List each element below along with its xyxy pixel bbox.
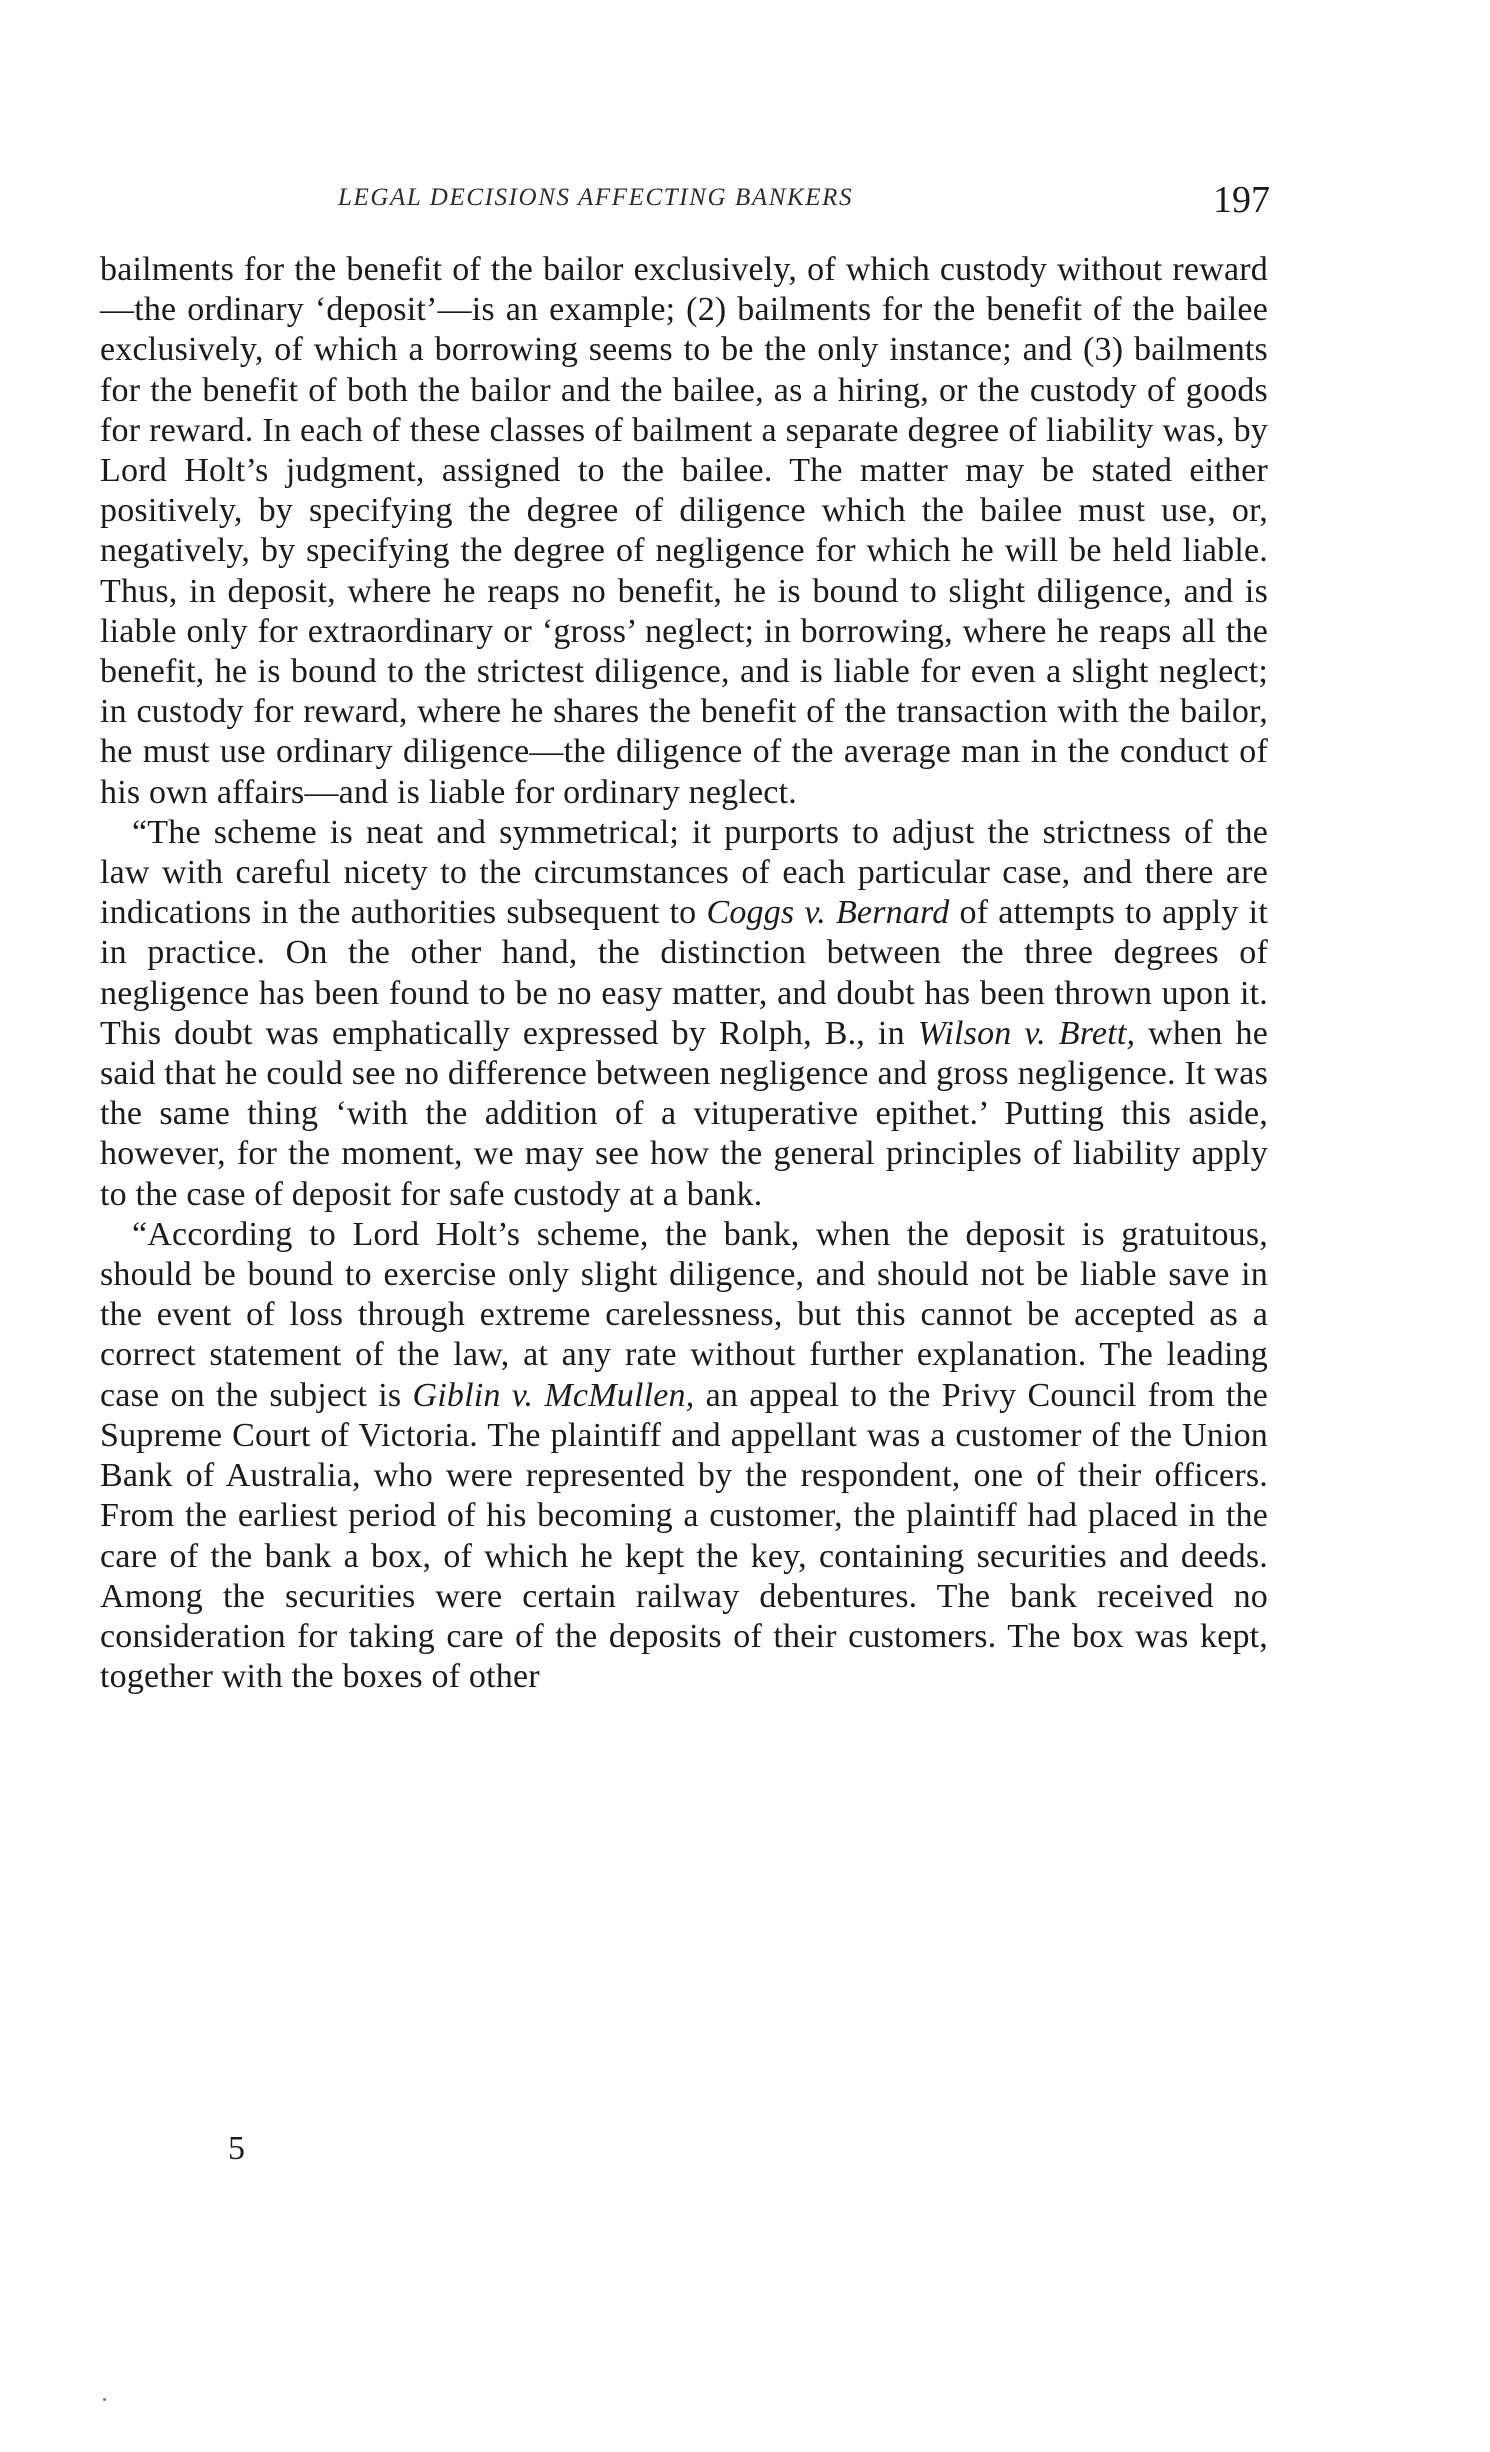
paper-speck — [103, 2398, 106, 2401]
paragraph-2-text-b: of attempts to apply it in practice. On the other hand, the distinction between the three degrees of negligence has been found to be no easy matter, and doubt has been thrown upon it. This doubt was emphatically expressed by Rolph, B., in — [100, 894, 1268, 1052]
running-title: LEGAL DECISIONS AFFECTING BANKERS — [338, 184, 854, 211]
signature-mark: 5 — [228, 2130, 245, 2167]
body-text — [100, 250, 1268, 1697]
paragraph-3 — [100, 1215, 1268, 1697]
paragraph-2-text-c: when he said that he could see no difference between negligence and gross negligence. It was the same thing ‘with the addition of a vituperative epithet.’ Putting this aside, however, for the moment, we may see how the general principles of liability apply to the case of deposit for safe custody at a bank. — [100, 1014, 1269, 1213]
case-name-wilson-v-brett: Wilson v. Brett, — [917, 1014, 1136, 1052]
paragraph-2-text-a: “The scheme is neat and symmetrical; it purports to adjust the strictness of the law with careful nicety to the circumstances of each particular case, and there are indications in the authorities subsequent to — [100, 813, 1268, 932]
paragraph-3-text-b: an appeal to the Privy Council from the Supreme Court of Victoria. The plaintiff and appellant was a customer of the Union Bank of Australia, who were represented by the respondent, one of their officers. From the earliest period of his becoming a customer, the plaintiff had placed in the care of the bank a box, of which he kept the key, containing securities and deeds. Among the securities were certain railway debentures. The bank received no consideration for taking care of the deposits of their customers. The box was kept, together with the boxes of other — [100, 1376, 1268, 1696]
case-name-giblin-v-mcmullen: Giblin v. McMullen, — [412, 1376, 695, 1414]
case-name-coggs-v-bernard: Coggs v. Bernard — [706, 894, 950, 932]
paragraph-3-text-a: “According to Lord Holt’s scheme, the bank, when the deposit is gratuitous, should be bound to exercise only slight diligence, and should not be liable save in the event of loss through extreme carelessness, but this cannot be accepted as a correct statement of the law, at any rate without further explanation. The leading case on the subject is — [100, 1215, 1268, 1414]
paragraph-2 — [100, 813, 1268, 1215]
page-number: 197 — [1213, 179, 1270, 221]
running-head — [100, 179, 1270, 226]
paragraph-1: bailments for the benefit of the bailor exclusively, of which custody without reward—the ordinary ‘deposit’—is an example; (2) bailments for the benefit of the bailee exclusively, of which a borrowing seems to be the only instance; and (3) bailments for the benefit of both the bailor and the bailee, as a hiring, or the custody of goods for reward. In each of these classes of bailment a separate degree of liability was, by Lord Holt’s judgment, assigned to the bailee. The matter may be stated either positively, by specifying the degree of diligence which the bailee must use, or, negatively, by specifying the degree of negligence for which he will be held liable. Thus, in deposit, where he reaps no benefit, he is bound to slight diligence, and is liable only for extraordinary or ‘gross’ neglect; in borrowing, where he reaps all the benefit, he is bound to the strictest diligence, and is liable for even a slight neglect; in custody for reward, where he shares the benefit of the transaction with the bailor, he must use ordinary diligence—the diligence of the average man in the conduct of his own affairs—and is liable for ordinary neglect. — [100, 251, 1268, 811]
